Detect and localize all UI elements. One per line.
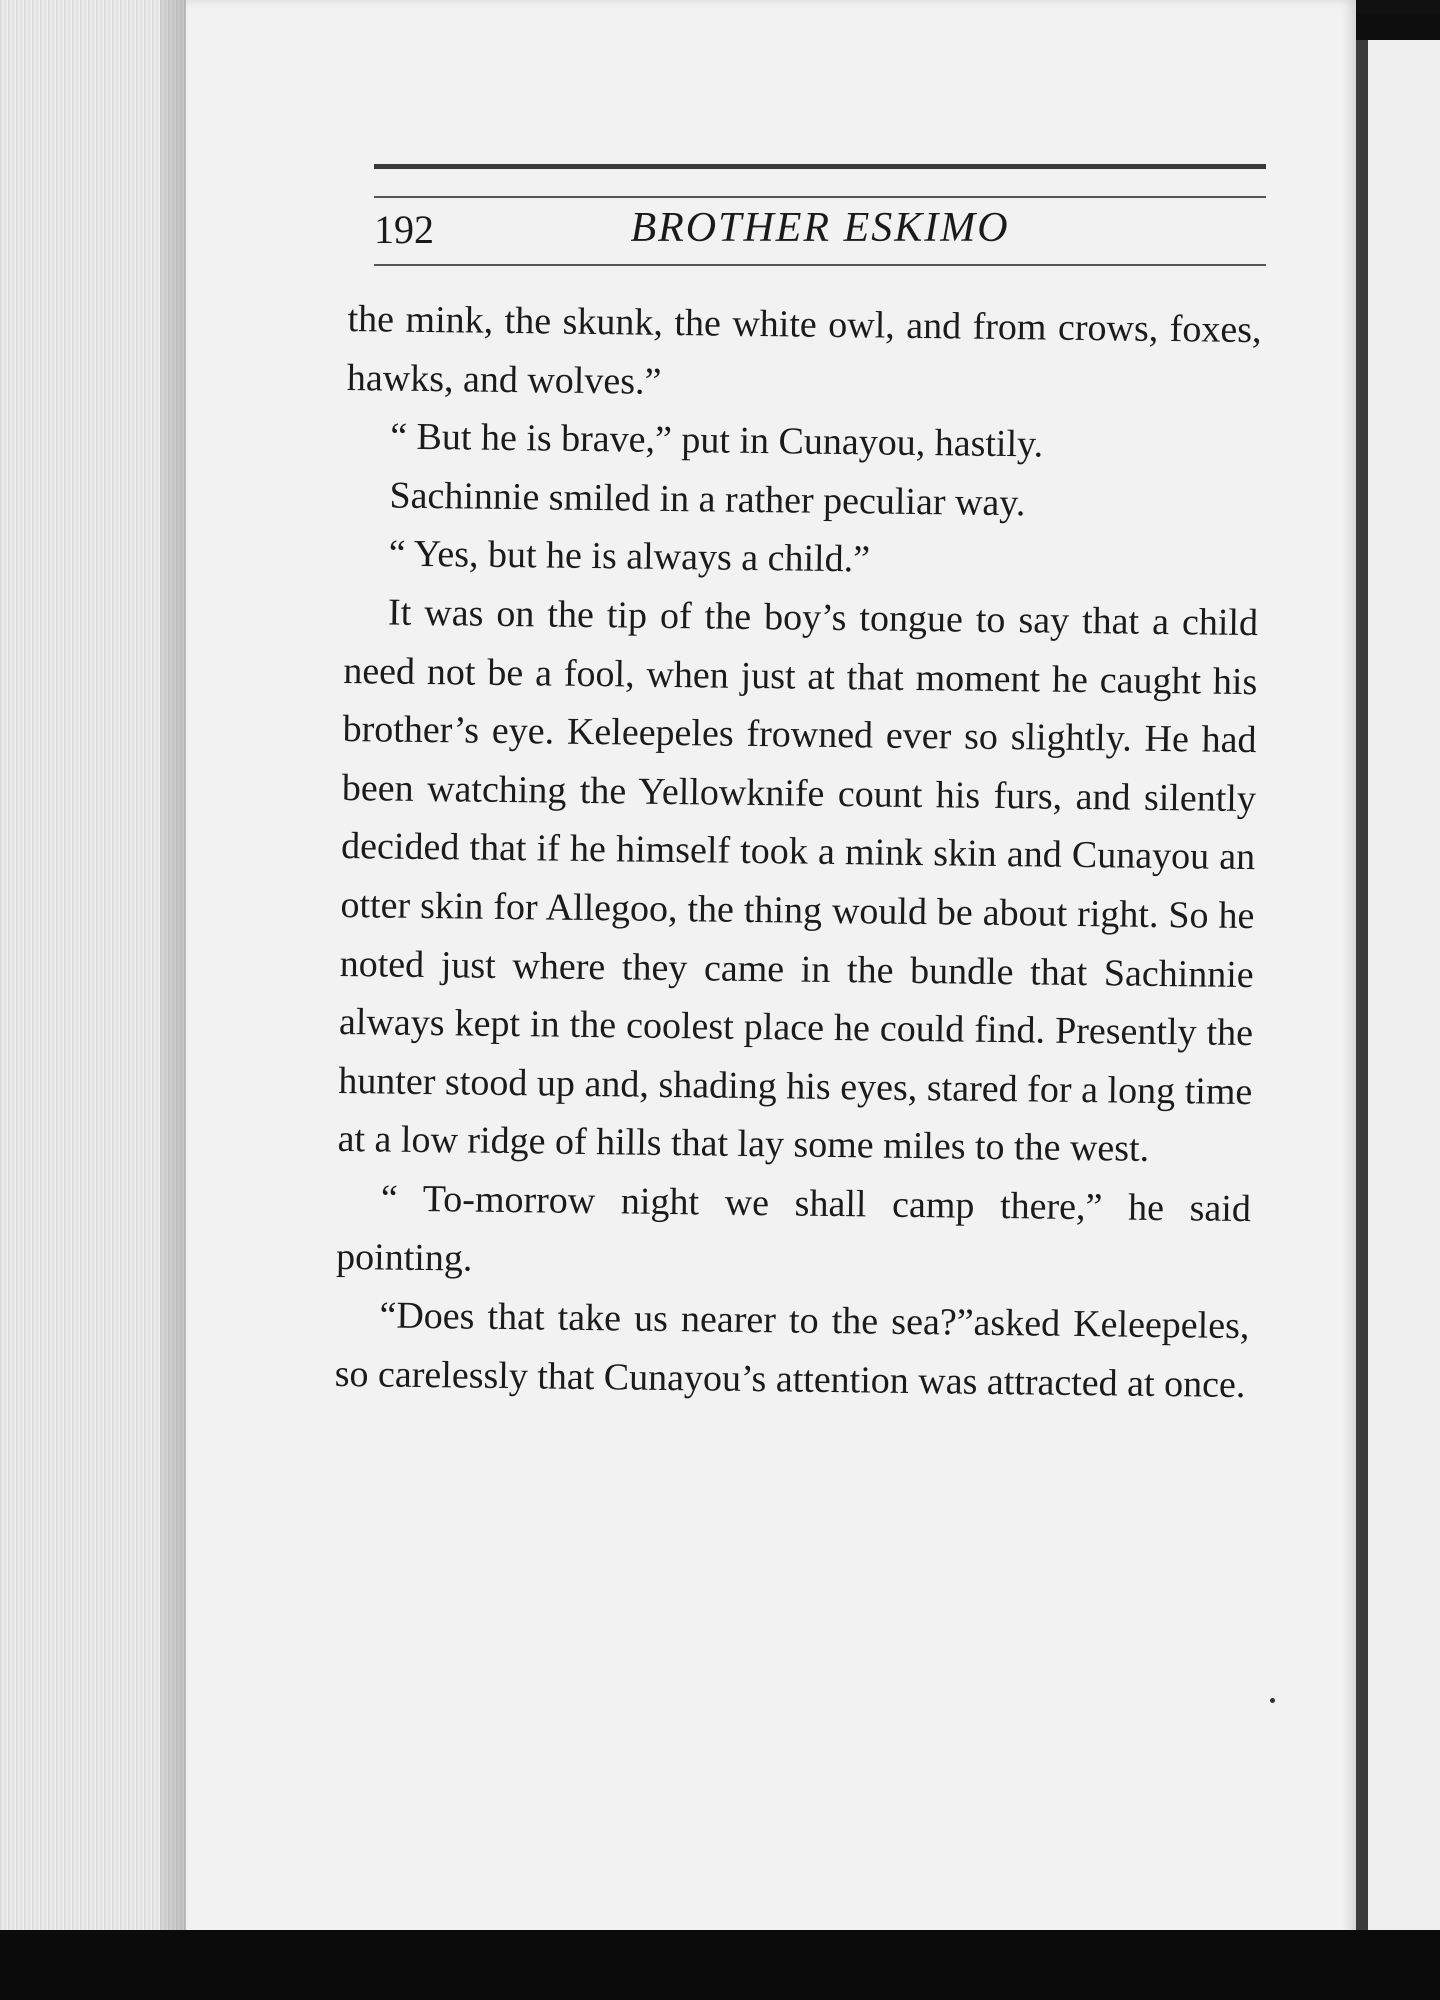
paragraph-dialogue: “ Yes, but he is always a child.”	[388, 532, 871, 581]
paragraph-narration: Sachinnie smiled in a rather peculiar way.	[389, 474, 1026, 525]
body-text	[334, 290, 1262, 1414]
scan-bottom-edge	[0, 1930, 1440, 2000]
paragraph-dialogue: “ But he is brave,” put in Cunayou, hastily.	[389, 415, 1044, 466]
header-rule-thin	[374, 196, 1266, 198]
page-number: 192	[374, 207, 434, 252]
print-speck	[1270, 1698, 1275, 1703]
header-rule-bottom	[374, 264, 1266, 266]
header-rule-top	[374, 164, 1266, 169]
running-head	[374, 200, 1266, 260]
paragraph-continued: the mink, the skunk, the white owl, and from crows, foxes, hawks, and wolves.”	[346, 297, 1262, 403]
paragraph-dialogue: “Does that take us nearer to the sea?”asked Keleepeles, so carelessly that Cunayou’s attention was attracted at once.	[334, 1294, 1250, 1406]
paragraph-dialogue: “ To-morrow night we shall camp there,” he said pointing.	[335, 1177, 1252, 1280]
paragraph-narration: It was on the tip of the boy’s tongue to say that a child need not be a fool, when just at that moment he caught his brother’s eye. Keleepeles frowned ever so slightly. He had been watching the Yellowknife count his furs, and silently decided that if he himself took a mink skin and Cunayou an otter skin for Allegoo, the thing would be about right. So he noted just where they came in the bundle that Sachinnie always kept in the coolest place he could find. Presently the hunter stood up and, shading his eyes, stared for a long time at a low ridge of hills that lay some miles to the west.	[337, 591, 1259, 1171]
book-cover-edge	[1356, 40, 1440, 1940]
book-title: BROTHER ESKIMO	[630, 205, 1010, 251]
